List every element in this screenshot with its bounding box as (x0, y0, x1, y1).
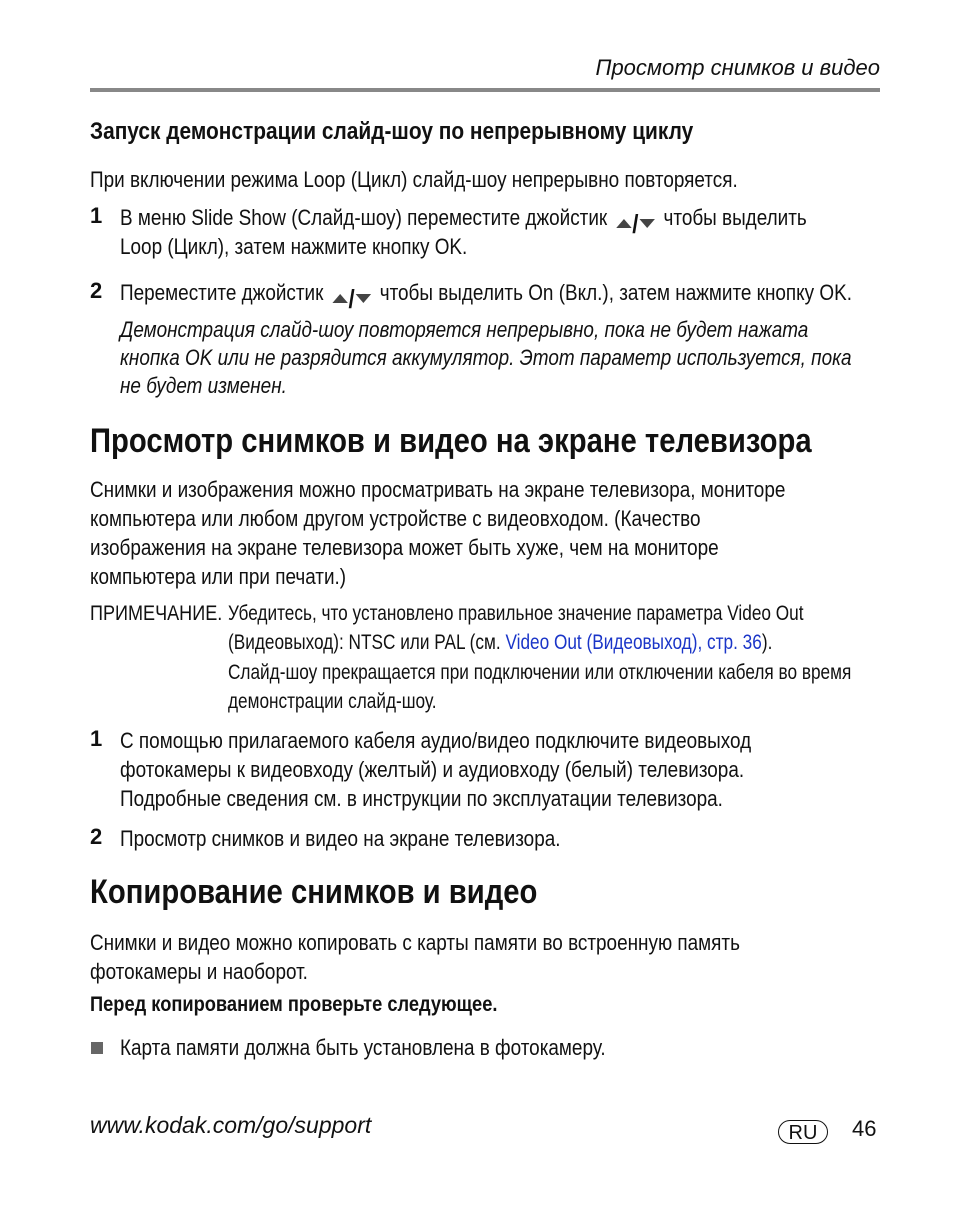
loop-step-1-line-2: Loop (Цикл), затем нажмите кнопку OK. (120, 234, 468, 259)
square-bullet-icon (91, 1042, 103, 1054)
joystick-up-down-icon: / (332, 289, 371, 309)
tv-step-1-line-1: С помощью прилагаемого кабеля аудио/видео подключите видеовыход (120, 728, 752, 753)
tv-step-1-number: 1 (90, 726, 103, 751)
note-line-3: Слайд-шоу прекращается при подключении или отключении кабеля во время (228, 661, 852, 684)
tv-intro-1: Снимки и изображения можно просматривать на экране телевизора, мониторе (90, 477, 786, 502)
loop-step-2-result-2: кнопка OK или не разрядится аккумулятор. Этот параметр используется, пока (120, 345, 852, 370)
tv-intro-4: компьютера или при печати.) (90, 564, 347, 589)
loop-step-1-line-1: В меню Slide Show (Слайд-шоу) переместите джойстик / чтобы выделить (120, 205, 807, 239)
copy-bullet-text: Карта памяти должна быть установлена в фотокамеру. (120, 1035, 606, 1060)
tv-step-2-text: Просмотр снимков и видео на экране телевизора. (120, 826, 561, 851)
running-header: Просмотр снимков и видео (595, 55, 880, 80)
loop-step-2-line-1: Переместите джойстик / чтобы выделить On (Вкл.), затем нажмите кнопку OK. (120, 280, 852, 314)
note-line-4: демонстрации слайд-шоу. (228, 690, 437, 713)
copy-intro-1: Снимки и видео можно копировать с карты памяти во встроенную память (90, 930, 740, 955)
loop-heading: Запуск демонстрации слайд-шоу по непрерывному циклу (90, 118, 694, 145)
tv-heading: Просмотр снимков и видео на экране телевизора (90, 422, 812, 460)
tv-step-1-line-3: Подробные сведения см. в инструкции по эксплуатации телевизора. (120, 786, 723, 811)
tv-intro-3: изображения на экране телевизора может быть хуже, чем на мониторе (90, 535, 719, 560)
tv-step-2-number: 2 (90, 824, 103, 849)
tv-intro-2: компьютера или любом другом устройстве с видеовходом. (Качество (90, 506, 701, 531)
note-line-1: Убедитесь, что установлено правильное значение параметра Video Out (228, 602, 804, 625)
note-label: ПРИМЕЧАНИЕ. (90, 602, 223, 625)
copy-heading: Копирование снимков и видео (90, 873, 538, 911)
joystick-up-down-icon: / (616, 214, 655, 234)
copy-intro-2: фотокамеры и наоборот. (90, 959, 308, 984)
loop-intro: При включении режима Loop (Цикл) слайд-шоу непрерывно повторяется. (90, 167, 738, 192)
page-number: 46 (852, 1116, 877, 1141)
language-badge: RU (778, 1120, 828, 1144)
tv-step-1-line-2: фотокамеры к видеовходу (желтый) и аудиовходу (белый) телевизора. (120, 757, 745, 782)
header-rule (90, 88, 880, 92)
loop-step-2-result-3: не будет изменен. (120, 373, 287, 398)
loop-step-2-number: 2 (90, 278, 103, 303)
video-out-link[interactable]: Video Out (Видеовыход), стр. 36 (505, 631, 762, 654)
loop-step-2-result-1: Демонстрация слайд-шоу повторяется непрерывно, пока не будет нажата (120, 317, 809, 342)
note-line-2: (Видеовыход): NTSC или PAL (см. Video Out (Видеовыход), стр. 36). (228, 631, 773, 654)
footer-url[interactable]: www.kodak.com/go/support (90, 1112, 372, 1138)
loop-step-1-number: 1 (90, 203, 103, 228)
copy-subheading: Перед копированием проверьте следующее. (90, 993, 498, 1016)
